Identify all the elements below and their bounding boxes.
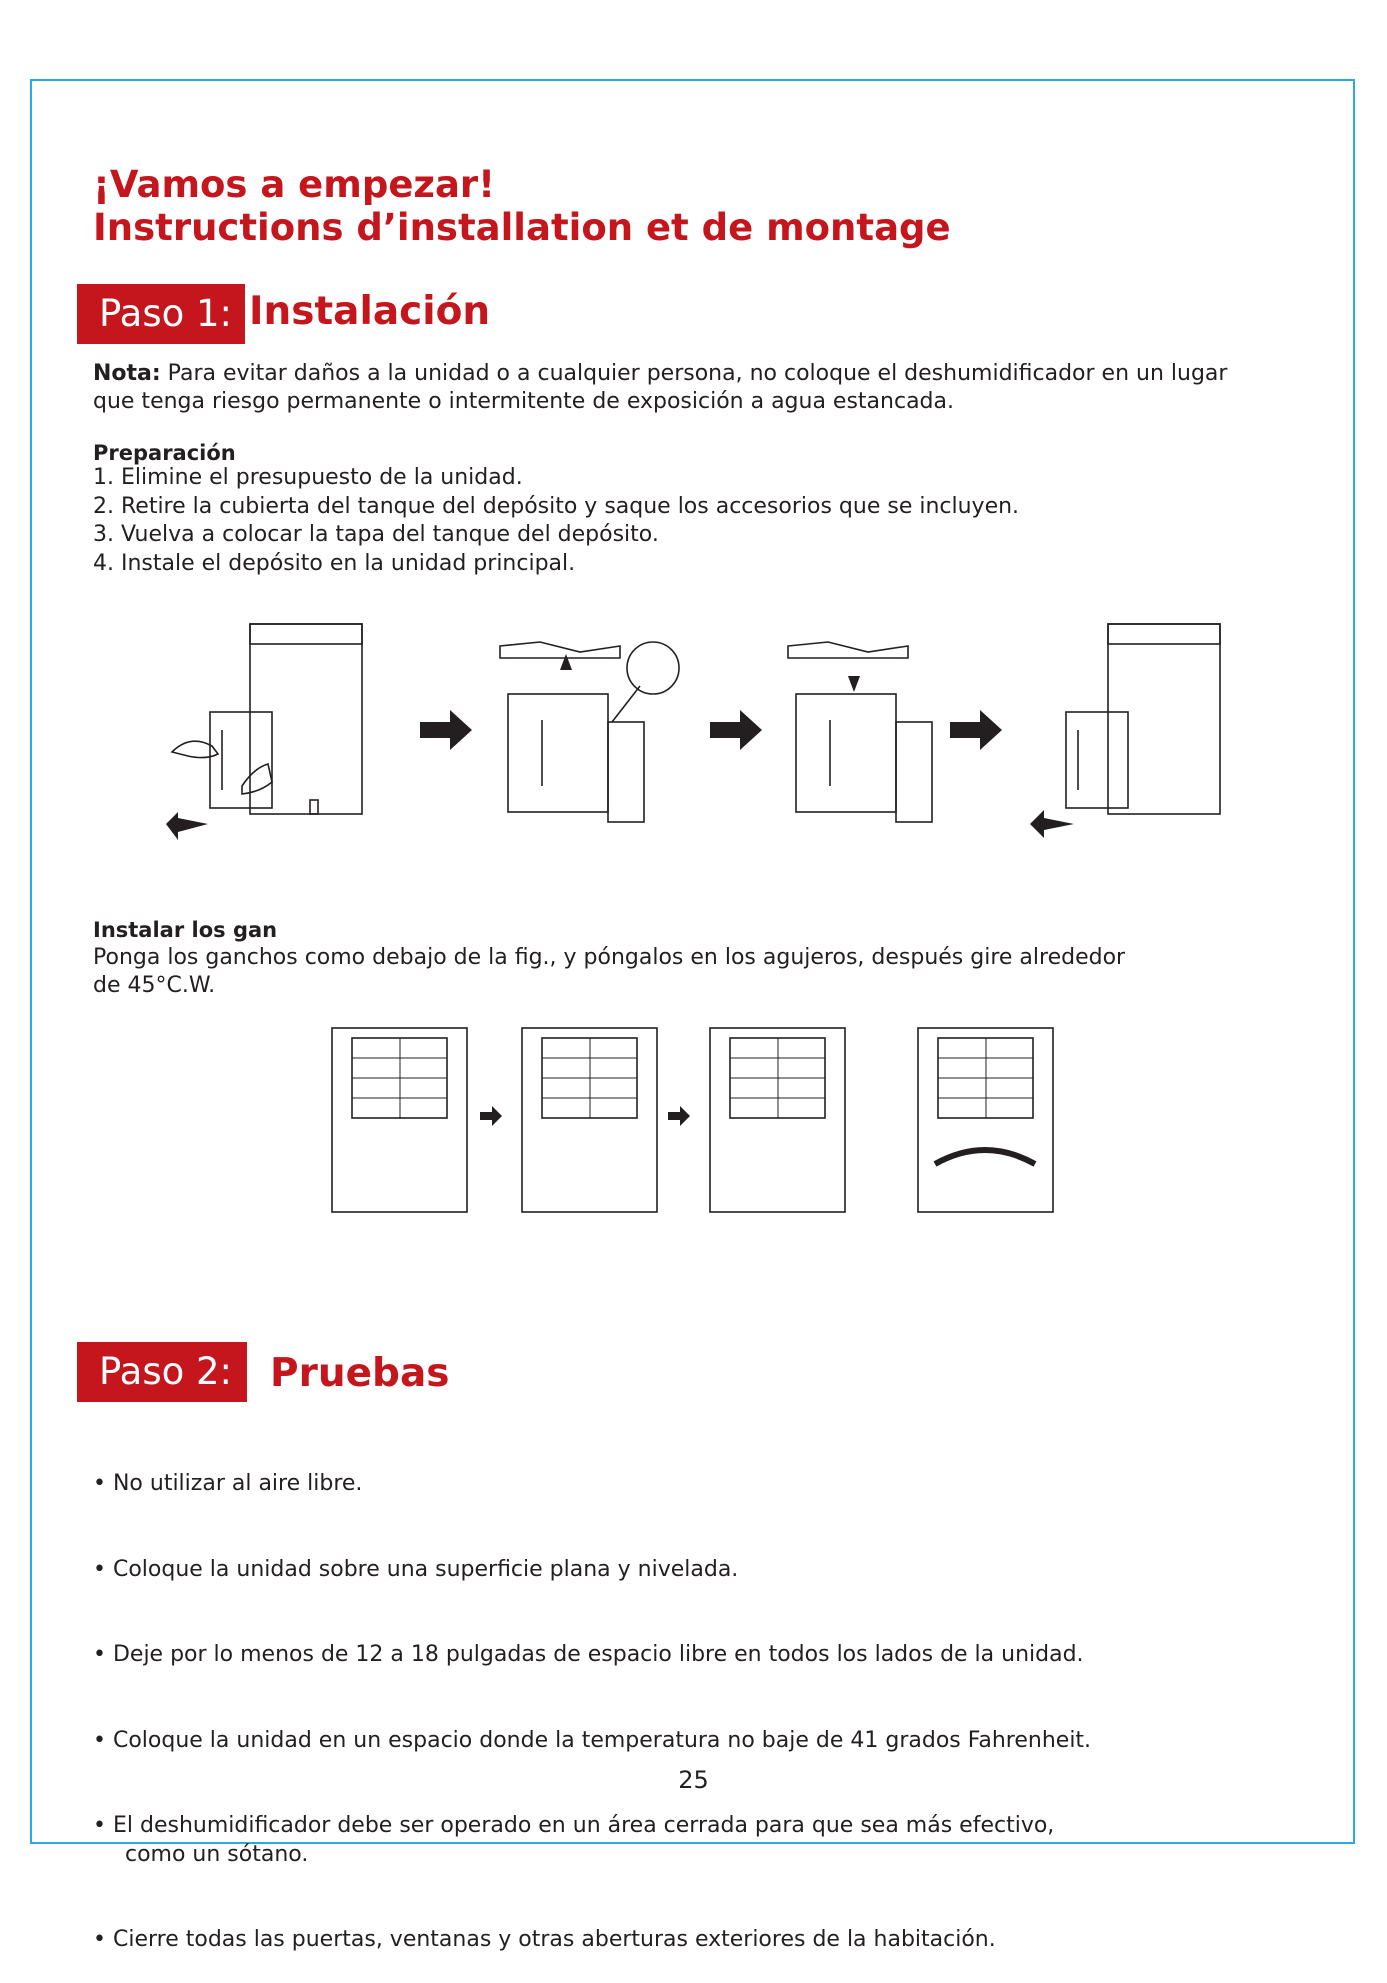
bullet-item: • No utilizar al aire libre. [93,1471,363,1496]
note-text: Para evitar daños a la unidad o a cualquier persona, no coloque el deshumidificador en un lugar [160,361,1228,386]
prep-step: 1. Elimine el presupuesto de la unidad. [93,465,523,490]
hooks-heading: Instalar los gan [93,918,278,942]
water-tank-illustration [788,642,932,822]
arrow-right-icon [420,710,472,750]
step2-badge: Paso 2: [77,1342,247,1402]
bullet-item: • Deje por lo menos de 12 a 18 pulgadas de espacio libre en todos los lados de la unidad. [93,1642,1084,1667]
prep-step: 3. Vuelva a colocar la tapa del tanque del depósito. [93,522,659,547]
bullet-item: • Cierre todas las puertas, ventanas y otras aberturas exteriores de la habitación. [93,1927,996,1952]
arrow-right-icon [668,1106,690,1126]
hooks-line-2: de 45°C.W. [93,973,216,998]
page-subtitle: Instructions d’installation et de montage [93,206,951,249]
note-label: Nota: [93,361,161,386]
prep-list [93,464,1019,578]
step1-badge: Paso 1: [77,284,245,344]
bullet-item: • Coloque la unidad sobre una superficie plana y nivelada. [93,1556,739,1582]
water-tank-illustration [500,642,679,822]
pull-arrow-icon [166,812,208,840]
up-arrow-icon [560,654,572,670]
prep-step: 2. Retire la cubierta del tanque del depósito y saque los accesorios que se incluyen. [93,493,1020,519]
arrow-right-icon [950,710,1002,750]
step2-bullets [93,1413,1091,1983]
dehumidifier-illustration [210,624,362,814]
bullet-item: • Coloque la unidad en un espacio donde la temperatura no baje de 41 grados Fahrenheit. [93,1727,1092,1753]
step2-title: Pruebas [270,1351,450,1396]
note-line-2: que tenga riesgo permanente o intermitente de exposición a agua estancada. [93,389,954,414]
hooks-line-1: Ponga los ganchos como debajo de la fig., y póngalos en los agujeros, después gire alrededor [93,945,1126,970]
page-title: ¡Vamos a empezar! [93,163,496,206]
arrow-right-icon [710,710,762,750]
tank-steps-figure [150,610,1250,840]
prep-step: 4. Instale el depósito en la unidad principal. [93,550,576,576]
hooks-figure [330,1026,1060,1216]
note-line-1 [93,360,1227,388]
prep-heading: Preparación [93,441,236,465]
hose-illustration [935,1150,1035,1164]
push-arrow-icon [1030,810,1074,838]
page-number: 25 [678,1766,709,1794]
hand-illustration [172,741,218,757]
down-arrow-icon [848,676,860,692]
arrow-right-icon [480,1106,502,1126]
dehumidifier-illustration [1066,624,1220,814]
step1-title: Instalación [249,289,491,334]
bullet-item: • El deshumidificador debe ser operado en un área cerrada para que sea más efectivo, como un sótano. [93,1813,1055,1867]
